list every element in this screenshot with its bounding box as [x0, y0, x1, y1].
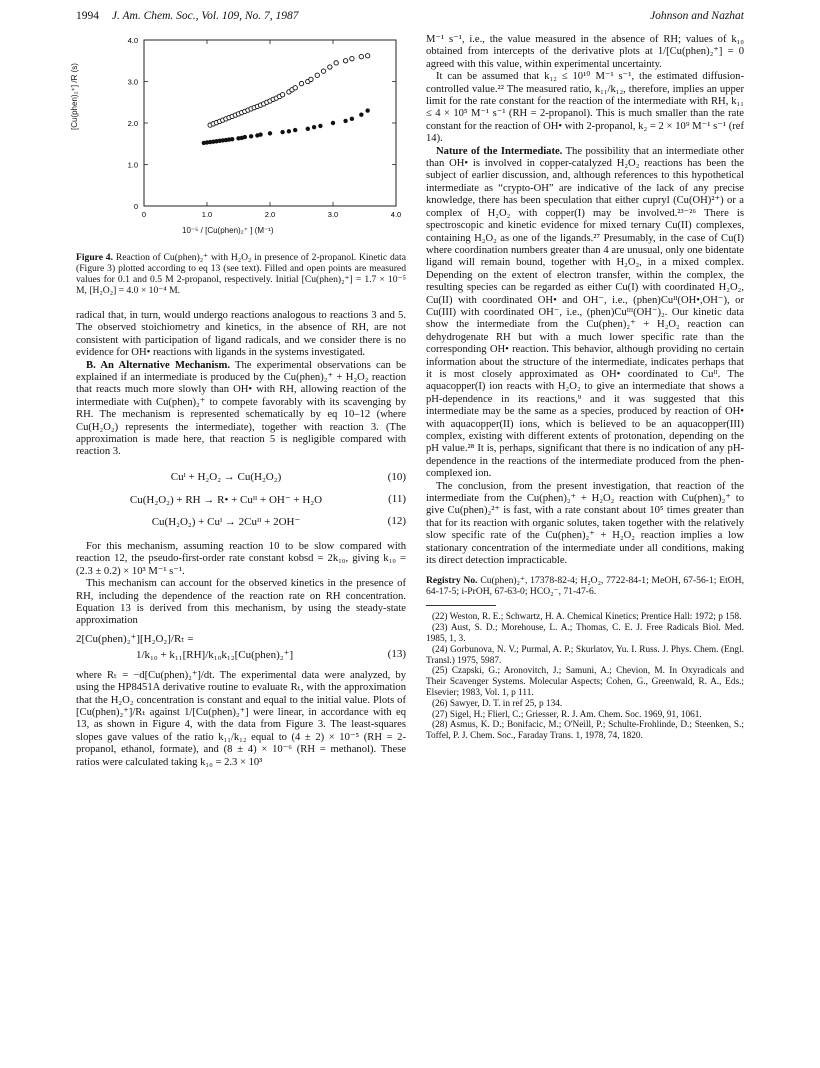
data-point-filled	[306, 127, 310, 131]
data-point-filled	[268, 131, 272, 135]
data-point-filled	[365, 108, 369, 112]
equation-11: Cu(H₂O₂) + RH → R• + Cuᴵᴵ + OH⁻ + H₂O (11)	[129, 492, 406, 506]
data-point-open	[280, 93, 284, 97]
x-tick-label: 1.0	[201, 210, 213, 219]
right-column	[426, 34, 744, 742]
data-point-filled	[243, 135, 247, 139]
right-paragraph-4: The conclusion, from the present investigation, that reaction of the intermediate from the Cu(phen)₂⁺ + H₂O₂ reaction with Cu(phen)₂⁺ to give Cu(phen)₂²⁺ is fast, with a rate constant about 10⁵ times greater than that for its reaction with organic solutes, taken together with the relatively slow specific rate of the Cu(phen)₂⁺ + H₂O₂ reaction implies a low stationary concentration of the intermediate under all conditions, making its direct detection impracticable.	[426, 480, 744, 567]
reference-item: (22) Weston, R. E.; Schwartz, H. A. Chemical Kinetics; Prentice Hall: 1972; p 158.	[432, 612, 742, 623]
data-point-open	[359, 54, 363, 58]
page-number: 1994	[76, 10, 99, 22]
data-point-open	[315, 73, 319, 77]
data-point-filled	[318, 124, 322, 128]
data-point-filled	[343, 119, 347, 123]
x-tick-label: 0	[141, 210, 147, 219]
data-point-open	[343, 59, 347, 63]
reference-item: (28) Asmus, K. D.; Bonifacic, M.; O'Neill, P.; Schulte-Frohlinde, D.; Steenken, S.; Toffel, P. J. Chem. Soc., Faraday Trans. 1, 1978, 74, 1820.	[426, 720, 744, 742]
figure-4-caption	[76, 252, 406, 296]
references-divider	[426, 605, 496, 606]
equations-10-12	[76, 467, 406, 533]
data-point-open	[328, 65, 332, 69]
y-tick-label: 0	[133, 202, 138, 211]
left-paragraph-5: where Rₜ = −d[Cu(phen)₂⁺]/dt. The experimental data were analyzed, by using the HP8451A derivative routine to evaluate Rₜ, with the approximation that the H₂O₂ concentration is constant and equal to the initial value. Plots of [Cu(phen)₂⁺]/Rₜ against 1/[Cu(phen)₂⁺] were linear, in accordance with eq 13, as shown in Figure 4, with the data from Figure 3. The least-squares slopes gave values of the ratio k₁₁/k₁₂ equal to (4 ± 2) × 10⁻⁵ (RH = 2-propanol, ethanol, formate), and (8 ± 4) × 10⁻⁶ (RH = methanol). These ratios were calculated taking k₁₀ = 2.3 × 10³	[76, 669, 406, 768]
running-head	[76, 10, 744, 26]
journal-citation: J. Am. Chem. Soc., Vol. 109, No. 7, 1987	[111, 10, 299, 22]
chart-x-axis-label: 10⁻⁵ / [Cu(phen)₂⁺ ] (M⁻¹)	[182, 226, 274, 235]
x-tick-label: 3.0	[327, 210, 339, 219]
data-point-open	[309, 77, 313, 81]
running-head-authors: Johnson and Nazhat	[650, 10, 744, 22]
reference-item: (23) Aust, S. D.; Morehouse, L. A.; Thomas, C. E. J. Free Radicals Biol. Med. 1985, 1, 3.	[426, 623, 744, 645]
data-point-open	[293, 86, 297, 90]
figure-4-chart	[76, 34, 406, 234]
equation-10: Cuᴵ + H₂O₂ → Cu(H₂O₂) (10)	[170, 470, 406, 483]
data-point-filled	[359, 113, 363, 117]
left-paragraph-2: B. An Alternative Mechanism. The experimental observations can be explained if an intermediate is produced by the Cu(phen)₂⁺ + H₂O₂ reaction that reacts much more slowly than OH• with RH, allowing reaction of the intermediate with Cu(phen)₂⁺ to compete favorably with its scavenging by RH. The mechanism is represented schematically by eq 10–12 (where Cu(H₂O₂) represents the intermediate), together with reaction 3. (The approximation is made here, that reaction 5 is negligible compared with reaction 3.	[76, 359, 406, 458]
data-point-open	[299, 81, 303, 85]
registry-numbers: Registry No. Cu(phen)₂⁺, 17378-82-4; H₂O₂, 7722-84-1; MeOH, 67-56-1; EtOH, 64-17-5; i-PrOH, 67-63-0; HCO₂⁻, 71-47-6.	[426, 575, 744, 598]
section-heading-alternative-mechanism: B. An Alternative Mechanism.	[86, 359, 230, 371]
data-point-filled	[249, 134, 253, 138]
data-point-filled	[258, 132, 262, 136]
chart-y-axis-label: [Cu(phen)₂⁺] /R (s)	[70, 63, 79, 130]
equation-12: Cu(H₂O₂) + Cuᴵ → 2Cuᴵᴵ + 2OH⁻ (12)	[151, 514, 406, 528]
left-column	[70, 34, 406, 769]
right-paragraph-3: Nature of the Intermediate. The possibility that an intermediate other than OH• is involved in copper-catalyzed H₂O₂ reactions has been the subject of earlier discussion, and, although references to this hypothetical intermediate as “crypto-OH” are indicative of the lack of any precise knowledge, there has been speculation that either cupryl (Cu(OH)²⁺) or a complex of H₂O₂ with copper(I) may be involved.²³⁻²⁶ There is spectroscopic and kinetic evidence for mixed ternary Cu(II) complexes, containing H₂O₂ as one of the ligands.²⁷ Presumably, in the case of Cu(I) where coordination numbers greater than 4 are unusual, only one bidentate ligand will remain bound, together with H₂O₂, in a mixed complex. Depending on the extent of electron transfer, within the complex, the resulting species can be regarded as either Cu(I) with coordinated H₂O₂, Cu(II) with coordinated OH• and OH⁻, i.e., (phen)Cuᴵᴵ(OH•,OH⁻), or Cu(III) with coordinated OH⁻, i.e., (phen)Cuᴵᴵᴵ(OH⁻)₂. Our kinetic data show the intermediate from the Cu(phen)₂⁺ + H₂O₂ reaction can dehydrogenate RH but with a much lower specific rate than the corresponding OH• reaction. This behavior, although providing no certain information about the structure of the intermediate, indicates perhaps that it is most closely approximated as OH• coordinated to Cuᴵᴵ. The aquacopper(I) ion reacts with H₂O₂ to give an intermediate that shows a pH-dependence in its reactions,⁹ and it was suggested that this intermediate may be the same as a species, produced by reaction of OH• with aquacopper(II) ions, which is believed to be an aquacopper(III) complex, existing with different extents of protonation, depending on the pH value.²⁸ It is, perhaps, significant that there is no indication of any pH-dependence in the reactions of the intermediate produced from the phen-complexed ion.	[426, 145, 744, 480]
data-point-open	[334, 61, 338, 65]
data-point-open	[350, 56, 354, 60]
figure-caption-label: Figure 4.	[76, 252, 114, 263]
x-tick-label: 4.0	[390, 210, 402, 219]
y-tick-label: 4.0	[127, 36, 138, 45]
data-point-filled	[293, 128, 297, 132]
right-paragraph-1: M⁻¹ s⁻¹, i.e., the value measured in the absence of RH; values of k₁₀ obtained from intercepts of the derivative plots at 1/[Cu(phen)₂⁺] = 0 agreed with this value, within experimental uncertainty.	[426, 34, 744, 70]
y-tick-label: 3.0	[127, 77, 138, 87]
chart-frame	[144, 40, 396, 206]
left-paragraph-1: radical that, in turn, would undergo reactions analogous to reactions 3 and 5. The observed stoichiometry and kinetics, in the absence of RH, are not consistent with participation of ligand radicals, and we consider there is no evidence for OH• reactions with ligands in the systems investigated.	[76, 310, 406, 359]
equation-13: 2[Cu(phen)₂⁺][H₂O₂]/Rₜ = 1/k₁₀ + k₁₁[RH]/k₁₀k₁₂[Cu(phen)₂⁺] (13)	[76, 632, 406, 661]
reference-item: (25) Czapski, G.; Aronovitch, J.; Samuni, A.; Chevion, M. In Oxyradicals and Their Scavenger Systems. Molecular Aspects; Cohen, G., Greenwald, R. A., Eds.; Elsevier; 1983, Vol. 1, p 111.	[426, 666, 744, 699]
data-point-filled	[350, 117, 354, 121]
data-point-filled	[230, 137, 234, 141]
left-paragraph-4: This mechanism can account for the observed kinetics in the presence of RH, including the dependence of the reaction rate on RH concentration. Equation 13 is derived from this mechanism, by using the steady-state approximation	[76, 578, 406, 627]
figure-4	[70, 34, 406, 248]
data-point-filled	[331, 121, 335, 125]
reference-item: (24) Gorbunova, N. V.; Purmal, A. P.; Skurlatov, Yu. I. Russ. J. Phys. Chem. (Engl. Transl.) 1975, 5987.	[426, 644, 744, 666]
reference-item: (27) Sigel, H.; Flierl, C.; Griesser, R. J. Am. Chem. Soc. 1969, 91, 1061.	[432, 709, 702, 720]
data-point-filled	[312, 125, 316, 129]
data-point-filled	[280, 130, 284, 134]
data-point-filled	[287, 129, 291, 133]
y-tick-label: 2.0	[127, 119, 138, 128]
data-point-open	[365, 54, 369, 58]
running-head-left	[76, 10, 299, 22]
figure-caption-text: Reaction of Cu(phen)₂⁺ with H₂O₂ in presence of 2-propanol. Kinetic data (Figure 3) plotted according to eq 13 (see text). Filled and open points are measured values for 0.1 and 0.5 M 2-propanol, respectively. Initial [Cu(phen)₂⁺] = 1.7 × 10⁻⁵ M, [H₂O₂] = 4.0 × 10⁻⁴ M.	[76, 252, 406, 296]
reference-item: (26) Sawyer, D. T. in ref 25, p 134.	[432, 698, 563, 709]
y-tick-label: 1.0	[127, 160, 138, 170]
data-point-open	[321, 69, 325, 73]
section-heading-nature-of-intermediate: Nature of the Intermediate.	[436, 145, 563, 157]
references-list	[426, 612, 744, 742]
left-paragraph-3: For this mechanism, assuming reaction 10 to be slow compared with reaction 12, the pseudo-first-order rate constant kobsd = 2k₁₀, giving k₁₀ = (2.3 ± 0.2) × 10³ M⁻¹ s⁻¹.	[76, 540, 406, 577]
right-paragraph-2: It can be assumed that k₁₂ ≤ 10¹⁰ M⁻¹ s⁻¹, the estimated diffusion-controlled value.²² The measured ratio, k₁₁/k₁₂, therefore, implies an upper limit for the rate constant for the reaction of the intermediate with RH, k₁₁ ≤ 4 × 10⁵ M⁻¹ s⁻¹ (RH = 2-propanol). This is much smaller than the rate constant for the reaction of OH• with 2-propanol, k₂ = 2 × 10⁹ M⁻¹ s⁻¹ (ref 14).	[426, 71, 744, 145]
x-tick-label: 2.0	[264, 210, 276, 219]
